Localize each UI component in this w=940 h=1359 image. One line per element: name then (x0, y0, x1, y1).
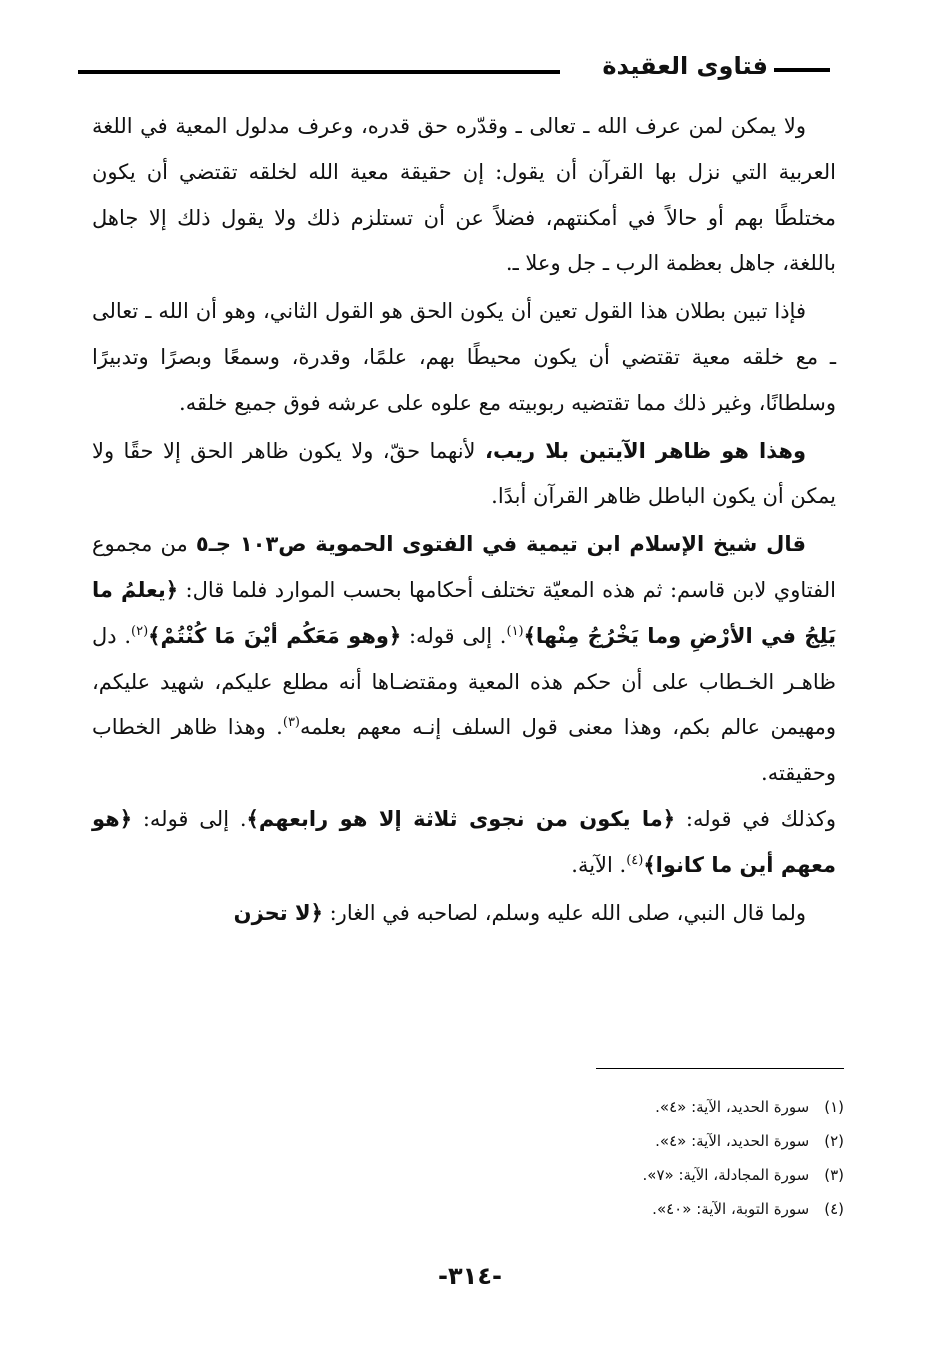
paragraph-6-text: ولما قال النبي، صلى الله عليه وسلم، لصاحبه في الغار: (322, 900, 806, 925)
paragraph-2: فإذا تبين بطلان هذا القول تعين أن يكون الحق هو القول الثاني، وهو أن الله ـ تعالى ـ مع خلقه معية تقتضي أن يكون محيطًا بهم، علمًا، وقدرة، وسمعًا وبصرًا وتدبيرًا وسلطانًا، وغير ذلك مما تقتضيه ربوبيته مع علوه على عرشه فوق جميع خلقه. (92, 299, 836, 415)
paragraph-3-bold: وهذا هو ظاهر الآيتين بلا ريب، (484, 438, 806, 463)
paragraph-5-text-c: . الآية. (571, 852, 627, 877)
paragraph-6 (92, 891, 836, 937)
paragraph-5-text-b: . إلى قوله: (132, 806, 247, 831)
footnote-item (444, 1090, 844, 1124)
paragraph-5-text-a: وكذلك في قوله: (675, 806, 836, 831)
paragraph-4-text-b: . إلى قوله: (401, 623, 507, 648)
header-rule-short (774, 68, 830, 72)
quran-quote-2: ﴿وهو مَعَكُم أيْنَ مَا كُنْتُمْ﴾ (148, 623, 402, 648)
paragraph-5 (92, 797, 836, 889)
footnote-ref-4: (٤) (626, 852, 644, 868)
paragraph-3-text: لأنهما حقّ، ولا يكون ظاهر الحق إلا حقًا ولا يمكن أن يكون الباطل ظاهر القرآن أبدًا. (92, 438, 836, 509)
footnote-text: سورة المجادلة، الآية: «٧». (642, 1166, 810, 1184)
paragraph-4-text-c: . دل ظاهـر الخـطاب على أن حكم هذه المعية ومقتضـاها أنه مطلع عليكم، شهيد عليكم، ومهيمن عالم بكم، وهذا معنى قول السلف إنـه معهم بعلمه (92, 623, 836, 740)
footnote-ref-2: (٢) (131, 623, 149, 639)
paragraph-4 (92, 522, 836, 797)
footnote-number: (٣) (824, 1166, 844, 1184)
footnote-text: سورة الحديد، الآية: «٤». (655, 1098, 810, 1116)
footnote-text: سورة التوبة، الآية: «٤٠». (652, 1200, 810, 1218)
paragraph-1: ولا يمكن لمن عرف الله ـ تعالى ـ وقدّره حق قدره، وعرف مدلول المعية في اللغة العربية التي نزل بها القرآن أن يقول: إن حقيقة معية الله لخلقه تقتضي أن يكون مختلطًا بهم أو حالاً في أمكنتهم، فضلاً عن أن تستلزم ذلك ولا يقول ذلك إلا جاهل باللغة، جاهل بعظمة الرب ـ جل وعلا ـ. (92, 114, 836, 276)
quran-quote-4: ﴿هو معهم أين ما كانوا﴾ (92, 806, 836, 877)
footnote-ref-1: (١) (506, 623, 524, 639)
quran-quote-5: ﴿لا تحزن (233, 900, 323, 925)
paragraph-4-text-d: . وهذا ظاهر الخطاب وحقيقته. (92, 715, 836, 786)
page-number: -٣١٤- (438, 1262, 502, 1290)
footnote-item (444, 1124, 844, 1158)
header-rule-long (78, 70, 560, 74)
quran-quote-1: ﴿يعلمُ ما يَلِجُ في الأرْضِ وما يَخْرُجُ مِنْها﴾ (92, 577, 836, 648)
footnote-text: سورة الحديد، الآية: «٤». (655, 1132, 810, 1150)
main-text (92, 104, 836, 936)
header-title: فتاوى العقيدة (602, 52, 768, 80)
paragraph-3 (92, 429, 836, 521)
footnote-number: (١) (824, 1098, 844, 1116)
footnote-divider (596, 1068, 844, 1069)
quran-quote-3: ﴿ما يكون من نجوى ثلاثة إلا هو رابعهم﴾ (246, 806, 676, 831)
footnote-number: (٢) (824, 1132, 844, 1150)
paragraph-4-text-a: من مجموع الفتاوي لابن قاسم: ثم هذه المعيّة تختلف أحكامها بحسب الموارد فلما قال: (92, 532, 836, 602)
footnote-number: (٤) (824, 1200, 844, 1218)
footnote-item (444, 1192, 844, 1226)
footnotes (444, 1090, 844, 1226)
page-header (80, 48, 840, 88)
footnote-ref-3: (٣) (282, 715, 300, 731)
paragraph-4-bold: قال شيخ الإسلام ابن تيمية في الفتوى الحموية ص١٠٣ جـ٥ (195, 532, 806, 557)
footnote-item (444, 1158, 844, 1192)
